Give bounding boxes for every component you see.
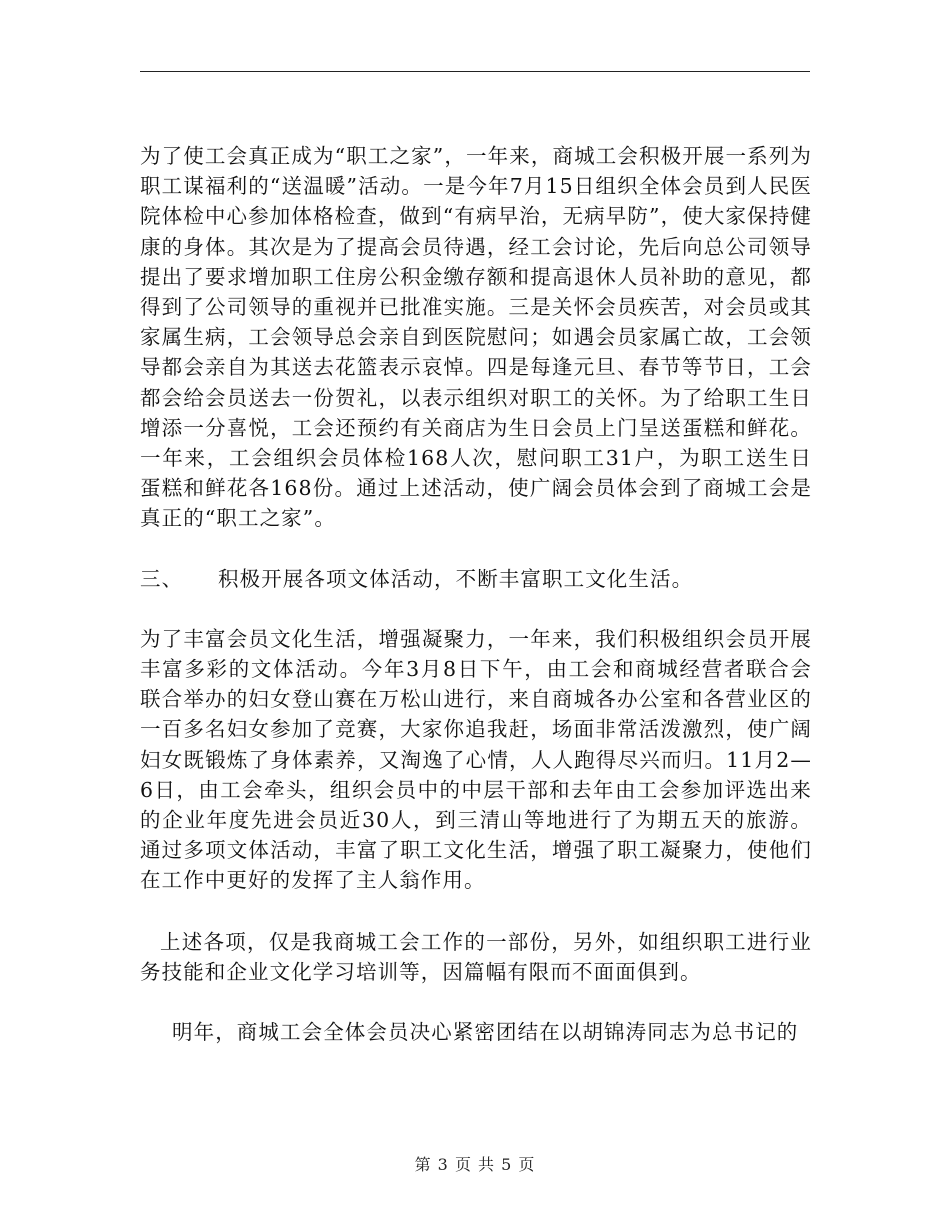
paragraph-next-year: 明年，商城工会全体会员决心紧密团结在以胡锦涛同志为总书记的 xyxy=(172,1020,799,1045)
header-rule xyxy=(140,71,810,72)
section-heading-3 xyxy=(140,564,812,594)
paragraph-culture: 为了丰富会员文化生活，增强凝聚力，一年来，我们积极组织会员开展丰富多彩的文体活动。今年3月8日下午，由工会和商城经营者联合会联合举办的妇女登山赛在万松山进行，来自商城各办公室和各营业区的一百多名妇女参加了竞赛，大家你追我赶，场面非常活泼激烈，使广阔妇女既锻炼了身体素养，又淘逸了心情，人人跑得尽兴而归。11月2—6日，由工会牵头，组织会员中的中层干部和去年由工会参加评选出来的企业年度先进会员近30人，到三清山等地进行了为期五天的旅游。通过多项文体活动，丰富了职工文化生活，增强了职工凝聚力，使他们在工作中更好的发挥了主人翁作用。 xyxy=(140,626,812,893)
paragraph-summary: 上述各项，仅是我商城工会工作的一部份，另外，如组织职工进行业务技能和企业文化学习培训等，因篇幅有限而不面面俱到。 xyxy=(140,929,812,984)
document-body xyxy=(140,141,812,1047)
paragraph-welfare: 为了使工会真正成为“职工之家”，一年来，商城工会积极开展一系列为职工谋福利的“送温暖”活动。一是今年7月15日组织全体会员到人民医院体检中心参加体格检查，做到“有病早治，无病早防”，使大家保持健康的身体。其次是为了提高会员待遇，经工会讨论，先后向总公司领导提出了要求增加职工住房公积金缴存额和提高退休人员补助的意见，都得到了公司领导的重视并已批准实施。三是关怀会员疾苦，对会员或其家属生病，工会领导总会亲自到医院慰问；如遇会员家属亡故，工会领导都会亲自为其送去花篮表示哀悼。四是每逢元旦、春节等节日，工会都会给会员送去一份贺礼，以表示组织对职工的关怀。为了给职工生日增添一分喜悦，工会还预约有关商店为生日会员上门呈送蛋糕和鲜花。一年来，工会组织会员体检168人次，慰问职工31户，为职工送生日蛋糕和鲜花各168份。通过上述活动，使广阔会员体会到了商城工会是真正的“职工之家”。 xyxy=(140,144,812,531)
section-title: 积极开展各项文体活动，不断丰富职工文化生活。 xyxy=(218,566,694,591)
section-number: 三、 xyxy=(140,566,184,591)
page-number-footer: 第 3 页 共 5 页 xyxy=(414,1155,536,1174)
